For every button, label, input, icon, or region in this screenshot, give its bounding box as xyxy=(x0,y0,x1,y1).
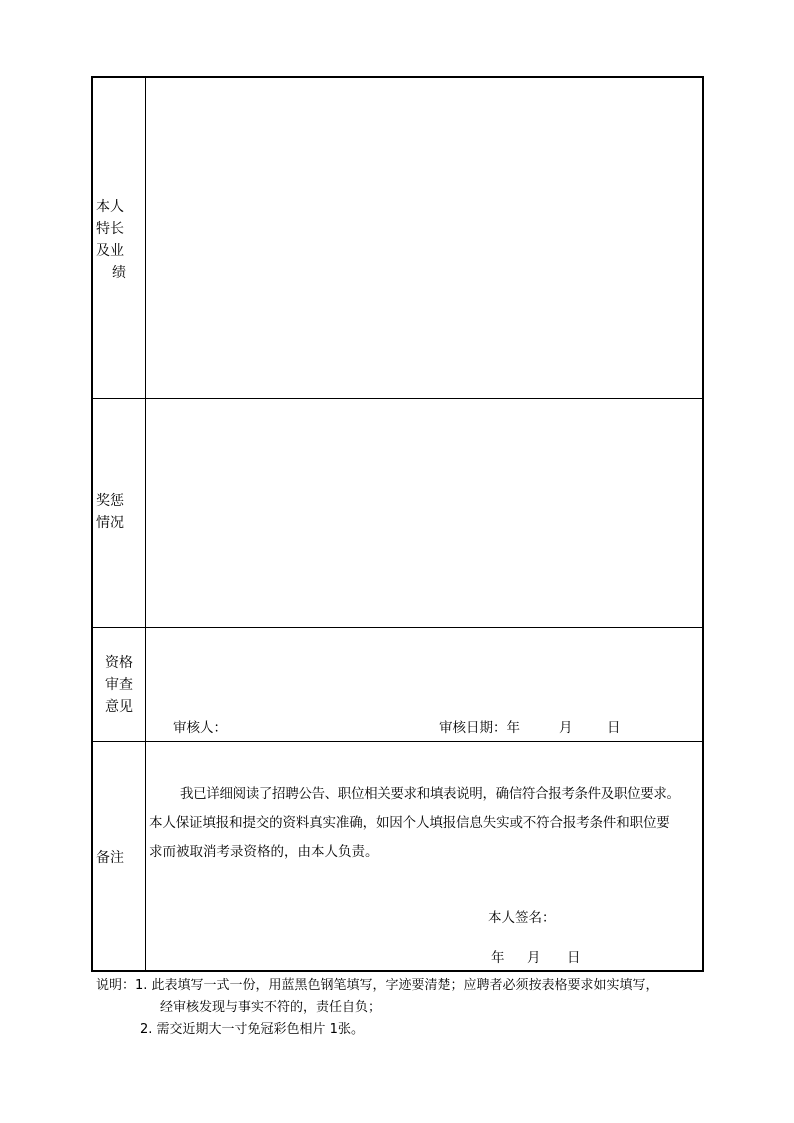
statement-line-2: 本人保证填报和提交的资料真实准确，如因个人填报信息失实或不符合报考条件和职位要 xyxy=(149,815,670,831)
remarks-label: 备注 xyxy=(96,850,124,866)
review-date-label: 审核日期：年 xyxy=(439,720,520,736)
commitment-statement xyxy=(149,780,701,867)
form-notes xyxy=(96,975,706,1041)
qualification-label: 资格 审查 意见 xyxy=(105,655,133,715)
sign-day-label: 日 xyxy=(567,950,581,966)
statement-line-1: 我已详细阅读了招聘公告、职位相关要求和填表说明，确信符合报考条件及职位要求。 xyxy=(180,786,680,802)
sign-month-label: 月 xyxy=(527,950,541,966)
note-item-1-continued: 经审核发现与事实不符的，责任自负； xyxy=(160,1000,382,1015)
reviewer-label: 审核人： xyxy=(173,720,227,736)
row-divider-3 xyxy=(92,741,703,742)
specialty-label: 本人 特长 及业 绩 xyxy=(96,199,126,281)
awards-input-area[interactable] xyxy=(146,399,702,627)
sign-year-label: 年 xyxy=(491,950,505,966)
note-item-1: 说明：1. 此表填写一式一份，用蓝黑色钢笔填写，字迹要清楚；应聘者必须按表格要求如实填写， xyxy=(96,978,659,993)
notes-prefix: 说明： xyxy=(96,978,136,993)
review-month-label: 月 xyxy=(559,720,573,736)
statement-line-3: 求而被取消考录资格的，由本人负责。 xyxy=(149,844,379,860)
specialty-input-area[interactable] xyxy=(146,78,702,398)
note-item-2: 2. 需交近期大一寸免冠彩色相片 1张。 xyxy=(140,1022,364,1037)
review-day-label: 日 xyxy=(607,720,621,736)
awards-label: 奖惩 情况 xyxy=(96,493,124,531)
signature-label: 本人签名： xyxy=(488,910,556,926)
